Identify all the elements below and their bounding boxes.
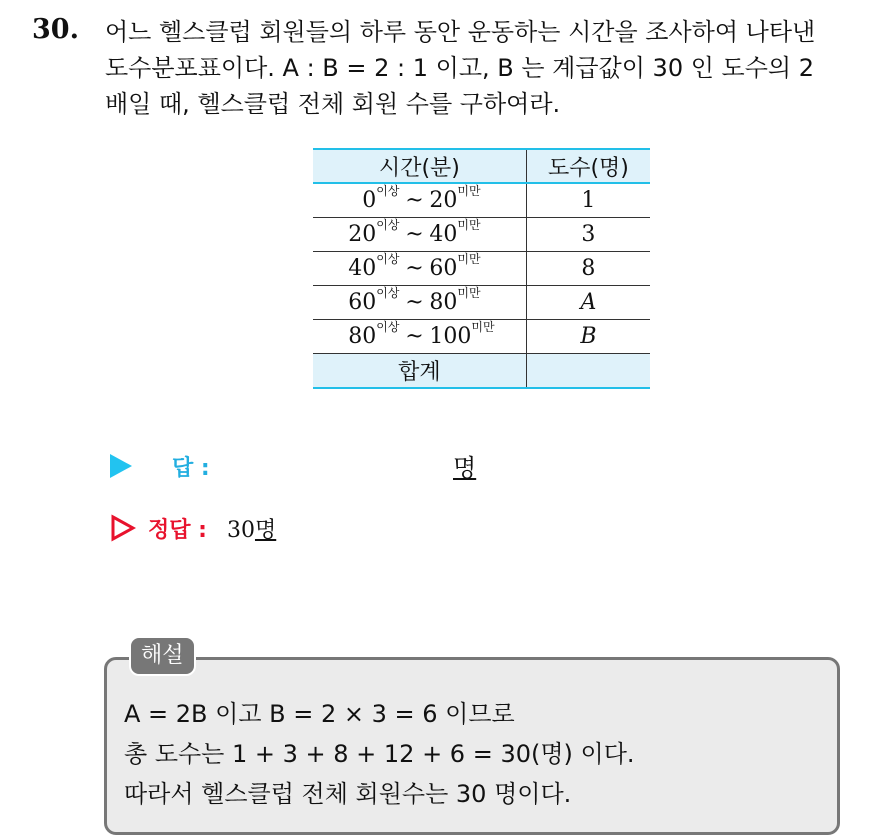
lower-bound: 20 <box>348 222 377 247</box>
key-row <box>110 510 276 546</box>
question-line-1: 어느 헬스클럽 회원들의 하루 동안 운동하는 시간을 조사하여 나타낸 <box>105 18 816 46</box>
table-row <box>313 252 650 286</box>
table-row <box>313 183 650 218</box>
answer-label: 답 : <box>172 455 210 481</box>
key-label: 정답 : <box>148 517 207 543</box>
exclusive-mark: 미만 <box>471 320 495 334</box>
table-row <box>313 218 650 252</box>
exclusive-mark: 미만 <box>457 218 481 232</box>
upper-bound: 20 <box>429 188 458 213</box>
header-time: 시간(분) <box>313 149 526 183</box>
frequency-cell <box>526 320 650 354</box>
inclusive-mark: 이상 <box>376 252 400 266</box>
answer-blank[interactable] <box>453 448 476 483</box>
key-answer <box>227 513 276 544</box>
class-interval <box>313 286 526 320</box>
range-tilde: ~ <box>405 290 424 315</box>
frequency-cell <box>526 286 650 320</box>
upper-bound: 100 <box>429 324 472 349</box>
frequency-table <box>313 148 650 389</box>
class-interval <box>313 183 526 218</box>
outline-triangle-icon <box>110 514 136 542</box>
table-row <box>313 320 650 354</box>
range-tilde: ~ <box>405 324 424 349</box>
total-row <box>313 354 650 389</box>
question-number: 30. <box>32 14 79 45</box>
key-unit: 명 <box>254 517 277 543</box>
upper-bound: 60 <box>429 256 458 281</box>
frequency-cell: 8 <box>526 252 650 286</box>
inclusive-mark: 이상 <box>376 286 400 300</box>
class-interval <box>313 320 526 354</box>
lower-bound: 60 <box>348 290 377 315</box>
question-line-2: 도수분포표이다. A : B = 2 : 1 이고, B 는 계급값이 30 인 도수의 2 <box>105 54 814 82</box>
total-value <box>526 354 650 389</box>
lower-bound: 0 <box>362 188 377 213</box>
explanation-text <box>124 694 635 814</box>
explanation-line-1: A = 2B 이고 B = 2 × 3 = 6 이므로 <box>124 700 515 728</box>
exclusive-mark: 미만 <box>457 252 481 266</box>
exclusive-mark: 미만 <box>457 286 481 300</box>
frequency-cell: 1 <box>526 183 650 218</box>
explanation-line-3: 따라서 헬스클럽 전체 회원수는 30 명이다. <box>124 780 572 808</box>
question-text <box>105 14 865 122</box>
lower-bound: 40 <box>348 256 377 281</box>
total-label: 합계 <box>313 354 526 389</box>
inclusive-mark: 이상 <box>376 184 400 198</box>
lower-bound: 80 <box>348 324 377 349</box>
answer-unit: 명 <box>453 454 477 482</box>
upper-bound: 40 <box>429 222 458 247</box>
variable-a: A <box>580 290 597 315</box>
class-interval <box>313 252 526 286</box>
inclusive-mark: 이상 <box>376 320 400 334</box>
upper-bound: 80 <box>429 290 458 315</box>
question-line-3: 배일 때, 헬스클럽 전체 회원 수를 구하여라. <box>105 90 561 118</box>
range-tilde: ~ <box>405 256 424 281</box>
explanation-tab: 해설 <box>129 636 196 676</box>
table-header-row <box>313 149 650 183</box>
answer-row <box>110 448 210 484</box>
key-value: 30 <box>226 517 255 543</box>
explanation-line-2: 총 도수는 1 + 3 + 8 + 12 + 6 = 30(명) 이다. <box>124 740 635 768</box>
table-row <box>313 286 650 320</box>
play-triangle-icon <box>110 454 132 478</box>
inclusive-mark: 이상 <box>376 218 400 232</box>
header-frequency: 도수(명) <box>526 149 650 183</box>
frequency-cell: 3 <box>526 218 650 252</box>
range-tilde: ~ <box>405 222 424 247</box>
class-interval <box>313 218 526 252</box>
range-tilde: ~ <box>405 188 424 213</box>
variable-b: B <box>580 324 597 349</box>
exclusive-mark: 미만 <box>457 184 481 198</box>
